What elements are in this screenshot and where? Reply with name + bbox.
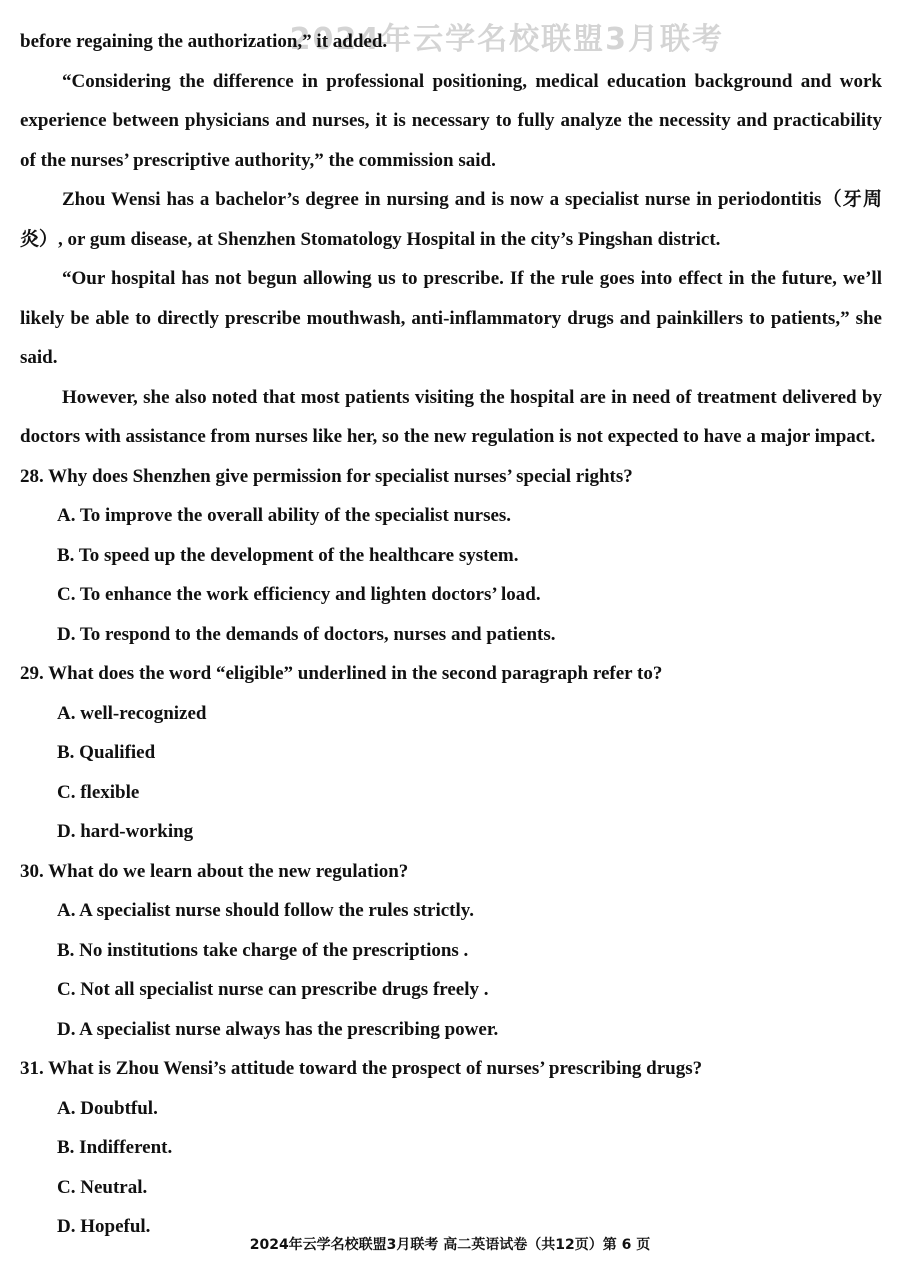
option-list	[20, 694, 882, 852]
option-a[interactable]: A. A specialist nurse should follow the rules strictly.	[57, 900, 474, 921]
question-stem: 29. What does the word “eligible” underlined in the second paragraph refer to?	[20, 663, 663, 684]
option-b[interactable]: B. Indifferent.	[57, 1137, 173, 1158]
question-29	[20, 654, 882, 852]
option-a[interactable]: A. To improve the overall ability of the specialist nurses.	[57, 505, 512, 526]
option-d[interactable]: D. A specialist nurse always has the prescribing power.	[57, 1018, 499, 1040]
option-b[interactable]: B. To speed up the development of the healthcare system.	[57, 544, 519, 566]
passage-paragraph-5: However, she also noted that most patients visiting the hospital are in need of treatment delivered by doctors with assistance from nurses like her, so the new regulation is not expected to have a major impact.	[20, 386, 882, 447]
passage-paragraph-4: “Our hospital has not begun allowing us to prescribe. If the rule goes into effect in the future, we’ll likely be able to directly prescribe mouthwash, anti-inflammatory drugs and painkillers to patients,” she said.	[20, 268, 882, 368]
bleed-through-title: 2024年云学名校联盟3月联考	[289, 22, 724, 57]
question-31	[20, 1049, 882, 1247]
option-list	[20, 891, 882, 1049]
option-c[interactable]: C. Neutral.	[57, 1176, 148, 1198]
question-28	[20, 457, 882, 655]
question-stem: 28. Why does Shenzhen give permission for specialist nurses’ special rights?	[20, 465, 633, 487]
option-c[interactable]: C. To enhance the work efficiency and lighten doctors’ load.	[57, 584, 541, 605]
option-a[interactable]: A. Doubtful.	[57, 1097, 158, 1119]
option-d[interactable]: D. To respond to the demands of doctors, nurses and patients.	[57, 623, 556, 645]
passage-paragraph-1: before regaining the authorization,” it added.	[20, 31, 388, 52]
option-a[interactable]: A. well-recognized	[57, 702, 207, 724]
option-c[interactable]: C. flexible	[57, 781, 140, 803]
option-d[interactable]: D. hard-working	[57, 821, 194, 842]
question-stem: 30. What do we learn about the new regulation?	[20, 860, 409, 882]
page-footer: 2024年云学名校联盟3月联考 高二英语试卷（共12页）第 6 页	[249, 1237, 651, 1253]
option-c[interactable]: C. Not all specialist nurse can prescribe drugs freely .	[57, 979, 489, 1000]
question-stem: 31. What is Zhou Wensi’s attitude toward the prospect of nurses’ prescribing drugs?	[20, 1058, 703, 1079]
passage-paragraph-3: Zhou Wensi has a bachelor’s degree in nursing and is now a specialist nurse in periodontitis（牙周炎）, or gum disease, at Shenzhen Stomatology Hospital in the city’s Pingshan district.	[20, 189, 882, 250]
question-30	[20, 852, 882, 1050]
option-list	[20, 1089, 882, 1247]
passage-paragraph-2: “Considering the difference in professional positioning, medical education background and work experience between physicians and nurses, it is necessary to fully analyze the necessity and practicability of the nurses’ prescriptive authority,” the commission said.	[20, 70, 882, 171]
option-b[interactable]: B. Qualified	[57, 742, 156, 763]
option-d[interactable]: D. Hopeful.	[57, 1216, 151, 1237]
passage-and-questions	[20, 22, 882, 1247]
option-list	[20, 496, 882, 654]
option-b[interactable]: B. No institutions take charge of the prescriptions .	[57, 939, 469, 961]
